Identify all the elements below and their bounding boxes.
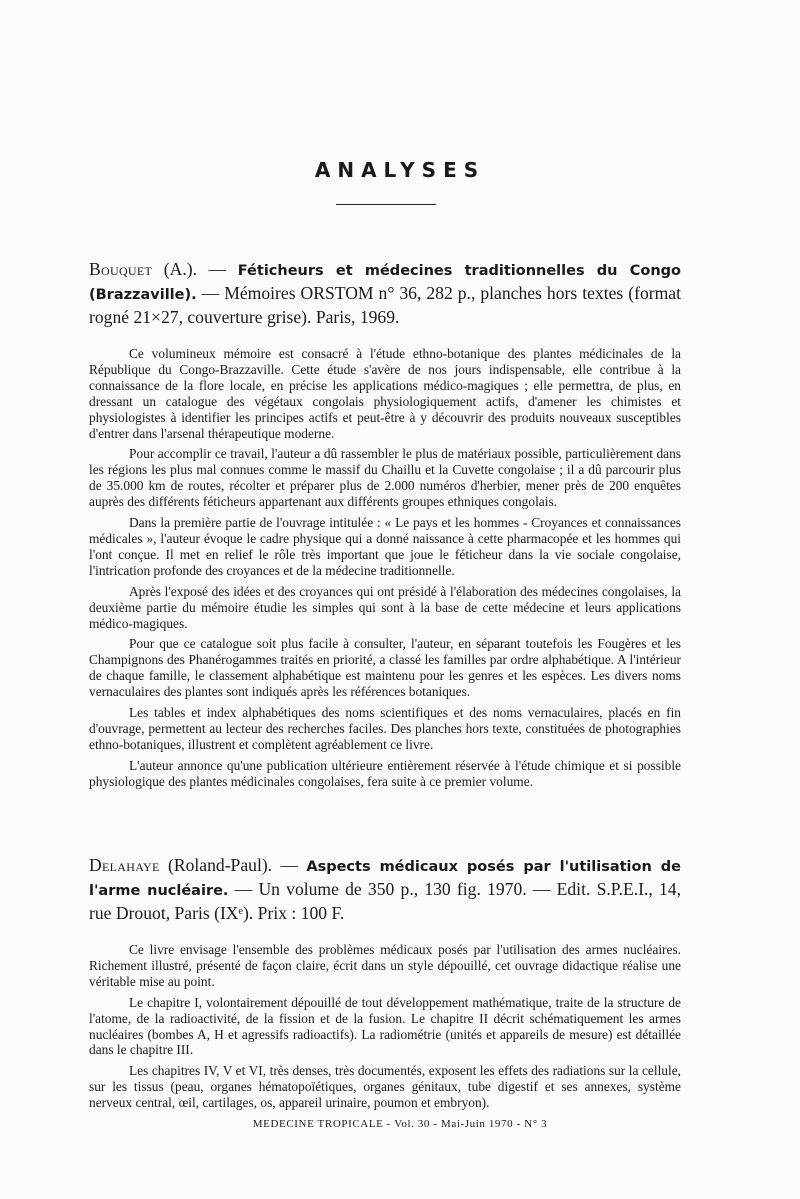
review-publication: — Un volume de 350 p., 130 fig. 1970. — Edit. S.P.E.I., 14, rue Drouot, Paris (IXᵉ). Prix : 100 F.	[89, 879, 681, 923]
review-entry-delahaye	[89, 854, 681, 1116]
review-book-title: Aspects médicaux posés par l'utilisation de l'arme nucléaire.	[89, 859, 681, 899]
review-heading	[89, 258, 681, 328]
review-book-title: Féticheurs et médecines traditionnelles du Congo (Brazzaville).	[89, 263, 682, 303]
review-body	[89, 942, 681, 1111]
review-heading	[89, 854, 681, 924]
review-paragraph: Dans la première partie de l'ouvrage intitulée : « Le pays et les hommes - Croyances et connaissances médicales », l'auteur évoque le cadre physique qui a donné naissance à cette pharmacopée et les hommes qui l'ont conçue. Il met en relief le rôle très important que joue le féticheur dans la vie sociale congolaise, l'intrication profonde des croyances et de la médecine traditionnelle.	[89, 515, 681, 578]
review-author: Bouquet	[89, 259, 153, 279]
review-paragraph: Les tables et index alphabétiques des noms scientifiques et des noms vernaculaires, placés en fin d'ouvrage, permettent au lecteur des recherches faciles. Des planches hors texte, constituées de photographies ethno-botaniques, illustrent et complètent agréablement ce livre.	[89, 705, 681, 752]
review-paragraph: Ce volumineux mémoire est consacré à l'étude ethno-botanique des plantes médicinales de la République du Congo-Brazzaville. Cette étude s'avère de nos jours indispensable, elle contribue à la connaissance de la flore locale, en précise les applications médico-magiques ; elle permettra, de plus, en dressant un catalogue des végétaux congolais physiologiquement actifs, d'amener les chimistes et physiologistes à identifier les principes actifs et peut-être à y découvrir des produits nouveaux susceptibles d'entrer dans l'arsenal thérapeutique moderne.	[89, 346, 681, 441]
review-paragraph: Pour que ce catalogue soit plus facile à consulter, l'auteur, en séparant toutefois les Fougères et les Champignons des Phanérogammes traités en priorité, a classé les familles par ordre alphabétique. A l'intérieur de chaque famille, le classement alphabétique est maintenu pour les genres et les espèces. Les divers noms vernaculaires des plantes sont indiqués après les références botaniques.	[89, 636, 681, 700]
review-paragraph: Les chapitres IV, V et VI, très denses, très documentés, exposent les effets des radiations sur la cellule, sur les tissus (peau, organes hématopoïétiques, organes génitaux, tube digestif et ses annexes, système nerveux central, œil, cartilages, os, appareil urinaire, poumon et embryon).	[89, 1063, 681, 1111]
review-paragraph: Après l'exposé des idées et des croyances qui ont présidé à l'élaboration des médecines congolaises, la deuxième partie du mémoire étudie les simples qui sont à la base de cette médecine et leurs applications médico-magiques.	[89, 583, 681, 631]
review-author: Delahaye	[89, 855, 160, 875]
page-footer: MEDECINE TROPICALE - Vol. 30 - Mai-Juin 1970 - N° 3	[252, 1118, 548, 1130]
page-title: ANALYSES	[314, 158, 486, 182]
review-author-rest: (Roland-Paul). —	[159, 855, 307, 875]
review-paragraph: L'auteur annonce qu'une publication ultérieure entièrement réservée à l'étude chimique et si possible physiologique des plantes médicinales congolaises, fera suite à ce premier volume.	[89, 757, 681, 789]
review-paragraph: Pour accomplir ce travail, l'auteur a dû rassembler le plus de matériaux possible, particulièrement dans les régions les plus mal connues comme le massif du Chaillu et la Cuvette congolaise ; il a dû parcourir plus de 35.000 km de routes, récolter et préparer plus de 2.000 numéros d'herbier, mener près de 200 enquêtes auprès des différents féticheurs appartenant aux différents groupes ethniques congolais.	[89, 446, 681, 510]
review-body	[89, 346, 681, 790]
review-paragraph: Ce livre envisage l'ensemble des problèmes médicaux posés par l'utilisation des armes nucléaires. Richement illustré, présenté de façon claire, écrit dans un style dépouillé, cet ouvrage didactique réalise une véritable mise au point.	[89, 942, 681, 989]
review-author-rest: (A.). —	[152, 259, 238, 279]
title-divider	[336, 204, 436, 205]
review-publication: — Mémoires ORSTOM n° 36, 282 p., planches hors textes (format rogné 21×27, couverture grise). Paris, 1969.	[89, 283, 681, 327]
review-paragraph: Le chapitre I, volontairement dépouillé de tout développement mathématique, traite de la structure de l'atome, de la radioactivité, de la fission et de la fusion. Le chapitre II décrit schématiquement les armes nucléaires (bombes A, H et agressifs radioactifs). La radiométrie (unités et appareils de mesure) est détaillée dans le chapitre III.	[89, 994, 681, 1058]
review-entry-bouquet	[89, 258, 681, 795]
